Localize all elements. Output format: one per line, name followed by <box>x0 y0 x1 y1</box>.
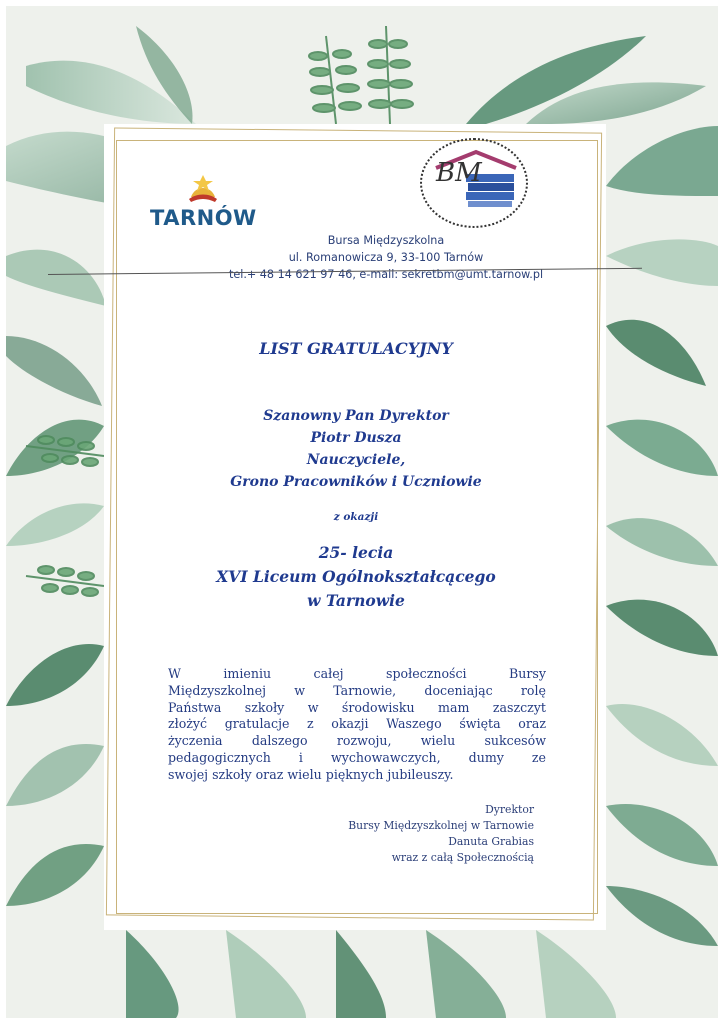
event-line: w Tarnowie <box>307 591 405 610</box>
signature-line: wraz z całą Społecznością <box>391 851 534 864</box>
body-line: swojej szkoły oraz wielu pięknych jubileuszy. <box>168 766 454 782</box>
body-line: W imieniu całej społeczności Bursy <box>168 666 546 681</box>
body-line: życzenia dalszego rozwoju, wielu sukcesów <box>168 733 546 749</box>
event-line: 25- lecia <box>318 543 394 562</box>
bursa-logo <box>420 138 528 228</box>
signature-line: Bursy Międzyszkolnej w Tarnowie <box>348 819 534 832</box>
crown-crest-icon <box>185 171 221 205</box>
addressee-line: Grono Pracowników i Uczniowie <box>230 474 482 490</box>
addressee-line: Piotr Dusza <box>310 430 402 446</box>
institution-address: ul. Romanowicza 9, 33-100 Tarnów <box>288 251 484 264</box>
body-line: złożyć gratulacje z okazji Waszego święta oraz <box>168 716 546 732</box>
signature-line: Danuta Grabias <box>448 835 534 848</box>
body-line: pedagogicznych i wychowawczych, dumy ze <box>168 749 546 765</box>
bm-logo-text: BM <box>436 158 482 188</box>
body-line: Międzyszkolnej w Tarnowie, doceniając rolę <box>168 682 546 698</box>
institution-name: Bursa Międzyszkolna <box>327 234 445 247</box>
institution-contact: tel.+ 48 14 621 97 46, e-mail: sekretbm@umt.tarnow.pl <box>228 268 544 281</box>
letter-title: LIST GRATULACYJNY <box>259 339 453 358</box>
scanned-page <box>6 6 718 1018</box>
body-line: Państwa szkoły w środowisku mam zaszczyt <box>168 699 546 715</box>
addressee-line: Szanowny Pan Dyrektor <box>263 408 449 424</box>
addressee-line: Nauczyciele, <box>306 452 406 468</box>
tarnow-logo <box>150 171 257 237</box>
event-line: XVI Liceum Ogólnokształcącego <box>216 567 496 586</box>
signature-line: Dyrektor <box>485 803 534 816</box>
occasion-text: z okazji <box>333 511 379 523</box>
tarnow-logo-text: TARNÓW <box>150 206 257 230</box>
letter-body <box>168 666 546 784</box>
